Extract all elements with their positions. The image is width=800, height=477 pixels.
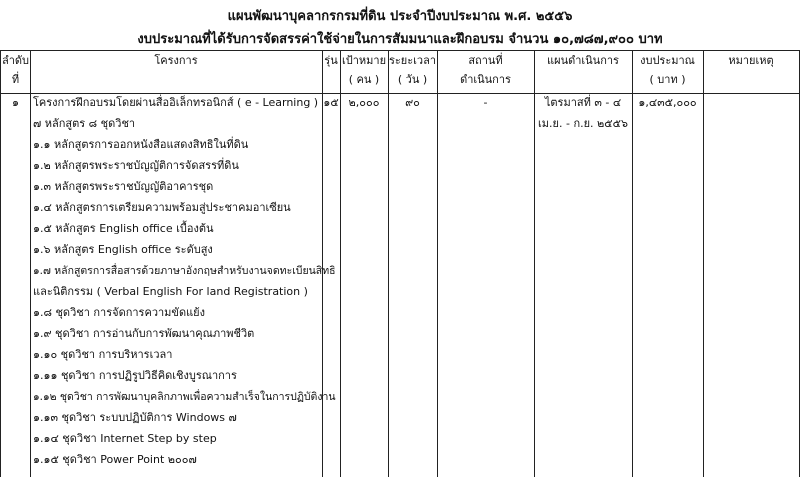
header-duration-line2: ( วัน ) (397, 73, 428, 86)
col-border (340, 50, 341, 477)
table-top-border (0, 50, 800, 51)
header-duration-line1: ระยะเวลา (388, 54, 437, 67)
header-place-line2: ดำเนินการ (460, 73, 511, 86)
project-line: และนิติกรรม ( Verbal English For land Registration ) (33, 285, 308, 298)
header-target-line1: เป้าหมาย (341, 54, 387, 67)
project-line: ๗ หลักสูตร ๘ ชุดวิชา (33, 117, 136, 130)
project-line: ๑.๓ หลักสูตรพระราชบัญญัติอาคารชุด (33, 180, 214, 193)
row-round: ๑๕ (323, 96, 339, 109)
col-border (437, 50, 438, 477)
col-border (0, 50, 1, 477)
project-line: ๑.๖ หลักสูตร English office ระดับสูง (33, 243, 213, 256)
project-line: ๑.๑๐ ชุดวิชา การบริหารเวลา (33, 348, 173, 361)
project-line: ๑.๑๕ ชุดวิชา Power Point ๒๐๐๗ (33, 453, 197, 466)
header-target-line2: ( คน ) (348, 73, 380, 86)
plan-table (0, 50, 800, 477)
project-line: ๑.๔ หลักสูตรการเตรียมความพร้อมสู่ประชาคมอาเซียน (33, 201, 291, 214)
project-line: ๑.๒ หลักสูตรพระราชบัญญัติการจัดสรรที่ดิน (33, 159, 239, 172)
header-seq-line1: ลำดับ (1, 54, 30, 67)
document-subtitle: งบประมาณที่ได้รับการจัดสรรค่าใช้จ่ายในการสัมมนาและฝึกอบรม จำนวน ๑๐,๗๘๗,๙๐๐ บาท (137, 32, 663, 47)
col-border (534, 50, 535, 477)
row-place: - (483, 96, 488, 109)
row-budget: ๑,๔๓๕,๐๐๐ (638, 96, 697, 109)
row-plan-quarter: ไตรมาสที่ ๓ - ๔ (544, 96, 622, 109)
document-title: แผนพัฒนาบุคลากรกรมที่ดิน ประจำปีงบประมาณ พ.ศ. ๒๕๕๖ (227, 9, 573, 24)
header-bottom-border (0, 93, 800, 94)
header-seq-line2: ที่ (11, 73, 20, 86)
header-round: รุ่น (324, 54, 338, 67)
project-line: ๑.๑๔ ชุดวิชา Internet Step by step (33, 432, 217, 445)
project-line: ๑.๑๑ ชุดวิชา การปฏิรูปวิธีคิดเชิงบูรณาการ (33, 369, 237, 382)
row-seq: ๑ (12, 96, 19, 109)
project-line: ๑.๙ ชุดวิชา การอ่านกับการพัฒนาคุณภาพชีวิต (33, 327, 255, 340)
header-budget-line2: ( บาท ) (649, 73, 686, 86)
col-border (388, 50, 389, 477)
row-duration: ๙๐ (405, 96, 420, 109)
row-target: ๒,๐๐๐ (348, 96, 380, 109)
project-line: ๑.๘ ชุดวิชา การจัดการความขัดแย้ง (33, 306, 205, 319)
col-border (632, 50, 633, 477)
header-plan: แผนดำเนินการ (547, 54, 619, 67)
header-budget-line1: งบประมาณ (640, 54, 695, 67)
col-border (703, 50, 704, 477)
project-line: ๑.๑๓ ชุดวิชา ระบบปฏิบัติการ Windows ๗ (33, 411, 237, 424)
project-line: ๑.๗ หลักสูตรการสื่อสารด้วยภาษาอังกฤษสำหรับงานจดทะเบียนสิทธิ (33, 265, 336, 277)
project-line: ๑.๑ หลักสูตรการออกหนังสือแสดงสิทธิในที่ดิน (33, 138, 249, 151)
col-border (30, 50, 31, 477)
project-line: ๑.๑๒ ชุดวิชา การพัฒนาบุคลิกภาพเพื่อความสำเร็จในการปฏิบัติงาน (33, 391, 336, 403)
header-project: โครงการ (154, 54, 198, 67)
row-plan-months: เม.ย. - ก.ย. ๒๕๕๖ (538, 117, 628, 130)
header-remark: หมายเหตุ (728, 54, 774, 67)
project-line: โครงการฝึกอบรมโดยผ่านสื่ออิเล็กทรอนิกส์ ( e - Learning ) (33, 96, 319, 109)
project-line: ๑.๕ หลักสูตร English office เบื้องต้น (33, 222, 214, 235)
header-place-line1: สถานที่ (468, 54, 503, 67)
